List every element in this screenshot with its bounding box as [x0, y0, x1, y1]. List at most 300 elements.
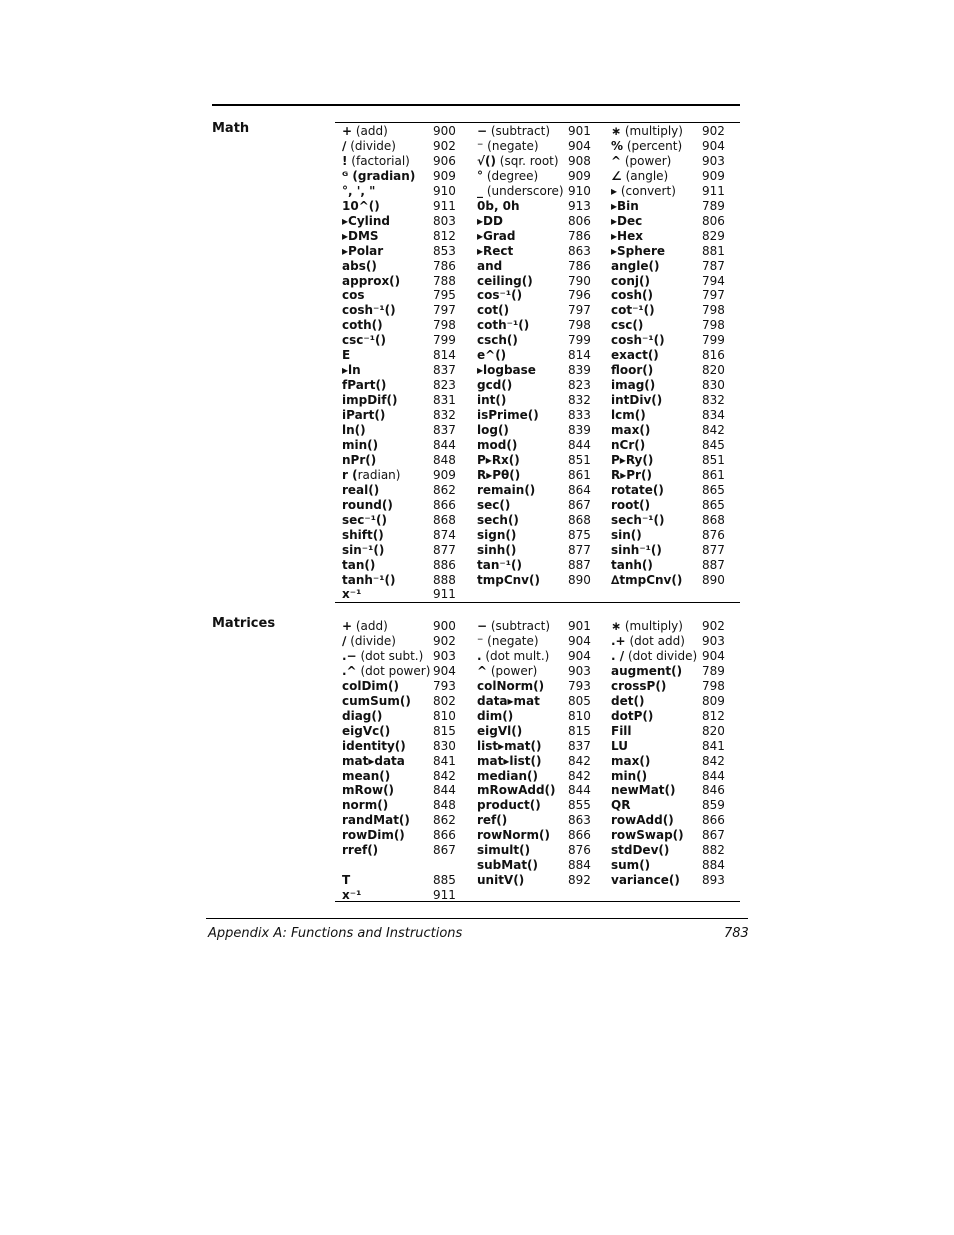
- page-reference: 890: [568, 572, 591, 587]
- function-name: [611, 709, 653, 723]
- function-symbol: r (: [342, 467, 358, 482]
- function-symbol: log(): [477, 423, 509, 437]
- function-symbol: variance(): [611, 873, 680, 888]
- function-symbol: tanh⁻¹(): [342, 572, 396, 587]
- page-reference: 788: [433, 273, 456, 288]
- page-reference: 866: [568, 828, 591, 843]
- page-reference: 911: [433, 888, 456, 903]
- function-symbol: gcd(): [477, 378, 513, 393]
- function-name: [611, 199, 639, 213]
- page-reference: 786: [568, 258, 591, 273]
- page-reference: 799: [433, 333, 456, 348]
- page-reference: 798: [702, 303, 725, 318]
- function-name: [477, 528, 516, 542]
- function-symbol: P▸Ry(): [611, 452, 654, 467]
- page-reference: 904: [702, 648, 725, 663]
- page-reference: 885: [433, 873, 456, 888]
- function-name: [477, 318, 529, 332]
- function-name: [342, 423, 366, 437]
- function-symbol: det(): [611, 693, 645, 708]
- function-symbol: ∕: [342, 138, 347, 153]
- page-reference: 903: [702, 633, 725, 648]
- page-reference: 902: [702, 124, 725, 138]
- function-name: [611, 139, 682, 153]
- function-name: [611, 619, 683, 633]
- page-reference: 820: [702, 723, 725, 738]
- function-name: [342, 873, 350, 887]
- function-name: [611, 169, 668, 183]
- page-reference: 903: [568, 663, 591, 678]
- page-reference: 844: [568, 783, 591, 798]
- function-symbol: R▸Pθ(): [477, 467, 521, 482]
- function-symbol: rotate(): [611, 482, 664, 497]
- function-symbol: randMat(): [342, 813, 410, 828]
- function-symbol: ▸ln: [342, 363, 361, 378]
- page-reference: 902: [433, 633, 456, 648]
- page-reference: 862: [433, 482, 456, 497]
- function-name: [611, 498, 650, 512]
- page-reference: 881: [702, 243, 725, 258]
- page-reference: 845: [702, 437, 725, 452]
- function-symbol: rowAdd(): [611, 813, 674, 828]
- function-symbol: sin⁻¹(): [342, 542, 385, 557]
- function-name: [342, 513, 387, 527]
- function-symbol: +: [342, 619, 353, 633]
- function-name: [477, 813, 507, 827]
- page-reference: 798: [702, 678, 725, 693]
- function-description: (subtract): [487, 124, 551, 138]
- function-name: [342, 378, 386, 392]
- page-reference: 797: [568, 303, 591, 318]
- function-symbol: rowSwap(): [611, 828, 684, 843]
- function-symbol: mean(): [342, 768, 391, 783]
- function-name: [611, 229, 643, 243]
- function-name: [477, 199, 520, 213]
- function-symbol: lcm(): [611, 408, 646, 423]
- page-reference: 902: [702, 619, 725, 633]
- function-symbol: csc(): [611, 318, 644, 333]
- page-reference: 842: [702, 423, 725, 437]
- function-name: [477, 423, 509, 437]
- page-reference: 893: [702, 873, 725, 888]
- page-reference: 853: [433, 243, 456, 258]
- function-symbol: ref(): [477, 813, 508, 828]
- function-name: [611, 783, 676, 797]
- function-name: [477, 259, 502, 273]
- function-name: [477, 739, 541, 753]
- function-symbol: sinh(): [477, 542, 517, 557]
- function-symbol: .−: [342, 648, 357, 663]
- page-reference: 787: [702, 258, 725, 273]
- page-reference: 810: [568, 708, 591, 723]
- function-symbol: isPrime(): [477, 408, 539, 423]
- function-symbol: ▸Hex: [611, 228, 643, 243]
- function-symbol: floor(): [611, 363, 654, 378]
- function-name: [477, 679, 544, 693]
- function-symbol: angle(): [611, 258, 660, 273]
- page-reference: 865: [702, 497, 725, 512]
- function-symbol: ▸Bin: [611, 198, 639, 213]
- function-name: [477, 769, 538, 783]
- page-reference: 793: [568, 678, 591, 693]
- function-name: [611, 724, 632, 738]
- page-reference: 795: [433, 288, 456, 303]
- function-name: [611, 214, 642, 228]
- page-reference: 793: [433, 678, 456, 693]
- page-reference: 837: [568, 738, 591, 753]
- function-symbol: min(): [611, 768, 648, 783]
- function-name: [342, 393, 397, 407]
- function-symbol: −: [477, 619, 488, 633]
- function-name: [611, 274, 650, 288]
- function-symbol: intDiv(): [611, 393, 663, 408]
- page-reference: 841: [433, 753, 456, 768]
- page-reference: 844: [568, 437, 591, 452]
- function-name: [477, 724, 522, 738]
- function-name: [342, 348, 350, 362]
- function-symbol: eigVc(): [342, 723, 391, 738]
- function-symbol: remain(): [477, 482, 536, 497]
- page-reference: 867: [433, 843, 456, 858]
- function-symbol: colDim(): [342, 678, 400, 693]
- function-symbol: sec⁻¹(): [342, 512, 387, 527]
- function-symbol: impDif(): [342, 393, 398, 408]
- function-symbol: ^: [611, 153, 622, 168]
- function-name: [611, 843, 669, 857]
- function-symbol: fPart(): [342, 378, 387, 393]
- function-name: [477, 408, 539, 422]
- page-reference: 864: [568, 482, 591, 497]
- function-name: [611, 769, 647, 783]
- function-name: [477, 709, 513, 723]
- page-reference: 799: [568, 333, 591, 348]
- function-symbol: median(): [477, 768, 538, 783]
- function-name: [342, 154, 410, 168]
- function-symbol: mod(): [477, 437, 518, 452]
- function-symbol: mRow(): [342, 783, 395, 798]
- function-name: [342, 709, 382, 723]
- page-reference: 802: [433, 693, 456, 708]
- function-symbol: °: [477, 168, 483, 183]
- function-symbol: tan(): [342, 557, 376, 572]
- function-symbol: shift(): [342, 527, 384, 542]
- function-symbol: R▸Pr(): [611, 467, 652, 482]
- function-description: (dot power): [356, 663, 431, 678]
- function-name: [477, 543, 516, 557]
- page-reference: 842: [433, 768, 456, 783]
- page-reference: 888: [433, 572, 456, 587]
- function-symbol: ▸DD: [477, 213, 503, 228]
- page-reference: 797: [433, 303, 456, 318]
- page-reference: 829: [702, 228, 725, 243]
- function-name: [611, 483, 664, 497]
- page-reference: 797: [702, 288, 725, 303]
- footer-rule: [206, 918, 748, 919]
- math-table-top-rule: [335, 122, 740, 123]
- function-name: [611, 468, 652, 482]
- function-name: [611, 348, 659, 362]
- function-symbol: x⁻¹: [342, 587, 362, 602]
- function-name: [611, 558, 653, 572]
- page-reference: 806: [568, 213, 591, 228]
- function-name: [342, 288, 365, 302]
- page-reference: 796: [568, 288, 591, 303]
- function-symbol: ∕: [342, 633, 347, 648]
- page-reference: 832: [433, 408, 456, 423]
- function-symbol: sign(): [477, 527, 517, 542]
- function-symbol: mRowAdd(): [477, 783, 556, 798]
- function-symbol: ▸logbase: [477, 363, 536, 378]
- page-reference: 868: [433, 512, 456, 527]
- function-name: [611, 679, 666, 693]
- function-name: [342, 363, 361, 377]
- function-name: [342, 124, 388, 138]
- page-reference: 834: [702, 408, 725, 423]
- function-name: [477, 573, 540, 587]
- function-symbol: %: [611, 138, 624, 153]
- page-reference: 884: [702, 858, 725, 873]
- function-symbol: min(): [342, 437, 379, 452]
- function-name: [342, 214, 390, 228]
- function-name: [611, 378, 655, 392]
- function-name: [477, 438, 517, 452]
- function-symbol: csc⁻¹(): [342, 333, 386, 348]
- function-symbol: ⁻: [477, 138, 484, 153]
- function-symbol: . /: [611, 648, 625, 663]
- function-name: [611, 543, 662, 557]
- function-symbol: sech⁻¹(): [611, 512, 665, 527]
- function-name: [477, 843, 530, 857]
- page-reference: 866: [433, 828, 456, 843]
- function-symbol: ∗: [611, 124, 622, 138]
- function-description: (factorial): [347, 153, 410, 168]
- function-symbol: eigVl(): [477, 723, 523, 738]
- function-name: [342, 169, 415, 183]
- function-name: [477, 694, 540, 708]
- function-name: [477, 348, 506, 362]
- function-description: (power): [621, 153, 672, 168]
- function-name: [611, 813, 674, 827]
- page-reference: 886: [433, 557, 456, 572]
- function-name: [477, 154, 559, 168]
- page-reference: 839: [568, 423, 591, 437]
- function-name: [342, 619, 388, 633]
- function-name: [611, 798, 630, 812]
- function-symbol: sinh⁻¹(): [611, 542, 662, 557]
- function-name: [611, 124, 683, 138]
- function-name: [477, 303, 509, 317]
- page-reference: 786: [433, 258, 456, 273]
- function-symbol: diag(): [342, 708, 383, 723]
- page-reference: 882: [702, 843, 725, 858]
- page-reference: 851: [702, 452, 725, 467]
- page-reference: 884: [568, 858, 591, 873]
- function-symbol: rowDim(): [342, 828, 405, 843]
- function-name: [477, 124, 550, 138]
- page-reference: 842: [568, 753, 591, 768]
- function-name: [611, 694, 644, 708]
- page-reference: 846: [702, 783, 725, 798]
- function-symbol: x⁻¹: [342, 888, 362, 903]
- page-reference: 837: [433, 423, 456, 437]
- function-symbol: !: [342, 153, 348, 168]
- function-symbol: coth(): [342, 318, 383, 333]
- page-reference: 876: [702, 527, 725, 542]
- function-symbol: coth⁻¹(): [477, 318, 530, 333]
- function-name: [477, 483, 535, 497]
- page-reference: 815: [568, 723, 591, 738]
- function-name: [342, 888, 361, 902]
- page-reference: 866: [702, 813, 725, 828]
- function-name: [342, 664, 430, 678]
- function-name: [342, 528, 384, 542]
- function-name: [611, 184, 676, 198]
- function-name: [342, 769, 390, 783]
- function-name: [611, 423, 650, 437]
- page-reference: 911: [433, 198, 456, 213]
- section-title: Matrices: [212, 616, 276, 631]
- function-name: [611, 573, 682, 587]
- function-description: radian): [357, 467, 401, 482]
- function-description: (divide): [346, 633, 396, 648]
- page-reference: 901: [568, 619, 591, 633]
- page-reference: 805: [568, 693, 591, 708]
- function-symbol: QR: [611, 798, 631, 813]
- function-symbol: unitV(): [477, 873, 525, 888]
- function-symbol: ln(): [342, 423, 366, 437]
- function-name: [611, 408, 646, 422]
- function-symbol: simult(): [477, 843, 531, 858]
- function-symbol: product(): [477, 798, 541, 813]
- page-reference: 809: [702, 693, 725, 708]
- function-symbol: ▸Polar: [342, 243, 384, 258]
- function-symbol: .^: [342, 663, 357, 678]
- function-name: [342, 828, 405, 842]
- function-name: [611, 244, 665, 258]
- function-name: [342, 783, 394, 797]
- function-name: [611, 754, 650, 768]
- function-name: [477, 649, 549, 663]
- function-symbol: identity(): [342, 738, 406, 753]
- page-reference: 789: [702, 663, 725, 678]
- function-name: [477, 634, 539, 648]
- page-reference: 903: [702, 153, 725, 168]
- function-symbol: sech(): [477, 512, 519, 527]
- page-reference: 867: [568, 497, 591, 512]
- function-symbol: nCr(): [611, 437, 646, 452]
- page-reference: 806: [702, 213, 725, 228]
- page-reference: 909: [702, 168, 725, 183]
- top-rule: [212, 104, 740, 106]
- function-symbol: rowNorm(): [477, 828, 550, 843]
- function-symbol: +: [342, 124, 353, 138]
- function-name: [477, 858, 538, 872]
- function-symbol: ▸Grad: [477, 228, 516, 243]
- page-reference: 812: [702, 708, 725, 723]
- function-name: [611, 873, 680, 887]
- function-name: [342, 244, 383, 258]
- page-reference: 903: [433, 648, 456, 663]
- function-symbol: cos: [342, 288, 365, 303]
- function-name: [342, 184, 375, 198]
- function-name: [342, 724, 390, 738]
- function-symbol: 0b, 0h: [477, 198, 520, 213]
- page-reference: 816: [702, 348, 725, 363]
- function-symbol: mat▸data: [342, 753, 405, 768]
- function-name: [611, 858, 650, 872]
- function-name: [611, 664, 682, 678]
- function-name: [477, 378, 512, 392]
- function-name: [477, 828, 550, 842]
- function-name: [477, 513, 519, 527]
- function-name: [611, 828, 684, 842]
- function-symbol: _: [477, 183, 483, 198]
- function-name: [342, 739, 406, 753]
- page-reference: 830: [702, 378, 725, 393]
- function-symbol: mat▸list(): [477, 753, 542, 768]
- page-reference: 910: [568, 183, 591, 198]
- function-name: [342, 543, 384, 557]
- page-reference: 851: [568, 452, 591, 467]
- function-name: [477, 453, 520, 467]
- page-reference: 902: [433, 138, 456, 153]
- function-symbol: augment(): [611, 663, 683, 678]
- page-reference: 812: [433, 228, 456, 243]
- page-reference: 842: [702, 753, 725, 768]
- page-reference: 831: [433, 393, 456, 408]
- function-description: (negate): [483, 138, 539, 153]
- function-symbol: ∠: [611, 168, 622, 183]
- page-reference: 861: [568, 467, 591, 482]
- section-title: Math: [212, 121, 250, 136]
- page-reference: 814: [433, 348, 456, 363]
- page-reference: 844: [433, 783, 456, 798]
- page-reference: 862: [433, 813, 456, 828]
- function-symbol: cumSum(): [342, 693, 411, 708]
- function-symbol: e^(): [477, 348, 507, 363]
- page-reference: 910: [433, 183, 456, 198]
- function-symbol: abs(): [342, 258, 377, 273]
- function-description: (add): [352, 619, 388, 633]
- function-name: [477, 244, 513, 258]
- function-name: [342, 798, 388, 812]
- function-name: [611, 154, 671, 168]
- function-name: [342, 453, 376, 467]
- function-name: [342, 468, 400, 482]
- function-symbol: csch(): [477, 333, 518, 348]
- function-name: [342, 754, 405, 768]
- function-description: (dot add): [625, 633, 685, 648]
- function-symbol: and: [477, 258, 503, 273]
- function-description: (divide): [346, 138, 396, 153]
- function-symbol: dotP(): [611, 708, 654, 723]
- function-name: [342, 139, 396, 153]
- function-name: [342, 199, 380, 213]
- function-symbol: E: [342, 348, 351, 363]
- page-reference: 908: [568, 153, 591, 168]
- function-name: [342, 483, 379, 497]
- page-reference: 863: [568, 243, 591, 258]
- function-symbol: .: [477, 648, 482, 663]
- function-symbol: −: [477, 124, 488, 138]
- function-symbol: P▸Rx(): [477, 452, 520, 467]
- page-reference: 803: [433, 213, 456, 228]
- function-symbol: exact(): [611, 348, 659, 363]
- function-name: [342, 229, 379, 243]
- page-reference: 833: [568, 408, 591, 423]
- function-symbol: sin(): [611, 527, 642, 542]
- function-symbol: √(): [477, 153, 496, 168]
